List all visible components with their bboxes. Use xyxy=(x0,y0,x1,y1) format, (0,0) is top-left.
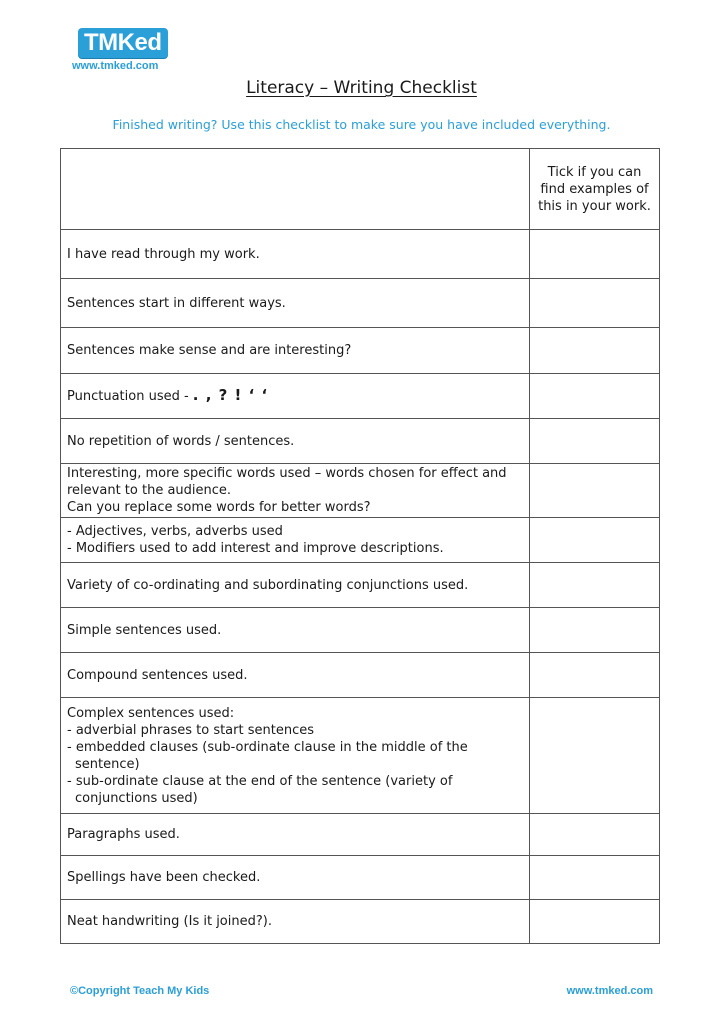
tick-box[interactable] xyxy=(530,698,660,814)
tick-box[interactable] xyxy=(530,653,660,698)
table-row xyxy=(61,464,660,518)
checklist-item xyxy=(61,856,530,900)
item-text: - sub-ordinate clause at the end of the sentence (variety of xyxy=(67,773,453,789)
table-row xyxy=(61,653,660,698)
table-row xyxy=(61,518,660,563)
table-row xyxy=(61,230,660,279)
checklist-item xyxy=(61,563,530,608)
item-text: conjunctions used) xyxy=(75,790,198,806)
item-text: Compound sentences used. xyxy=(67,667,248,683)
tick-box[interactable] xyxy=(530,900,660,944)
item-text: - Adjectives, verbs, adverbs used xyxy=(67,524,283,539)
tick-box[interactable] xyxy=(530,374,660,419)
item-text: Paragraphs used. xyxy=(67,827,180,842)
page-title: Literacy – Writing Checklist xyxy=(246,78,477,98)
item-text: Can you replace some words for better words? xyxy=(67,500,371,515)
logo-badge: TMKed xyxy=(78,28,168,58)
page-subtitle: Finished writing? Use this checklist to make sure you have included everything. xyxy=(112,117,611,132)
tick-box[interactable] xyxy=(530,608,660,653)
table-row xyxy=(61,698,660,814)
header-item-cell xyxy=(61,149,530,230)
item-text: Punctuation used - xyxy=(67,389,193,404)
tick-box[interactable] xyxy=(530,856,660,900)
table-row xyxy=(61,419,660,464)
tmked-logo xyxy=(72,28,170,72)
table-row xyxy=(61,856,660,900)
item-text: I have read through my work. xyxy=(67,246,260,262)
item-text: Sentences make sense and are interesting? xyxy=(67,343,352,358)
item-text: Interesting, more specific words used – words chosen for effect and relevant to the audience. xyxy=(67,466,507,498)
checklist-item xyxy=(61,328,530,374)
checklist-item xyxy=(61,608,530,653)
tick-box[interactable] xyxy=(530,419,660,464)
checklist-item xyxy=(61,814,530,856)
table-header-row xyxy=(61,149,660,230)
tick-box[interactable] xyxy=(530,328,660,374)
checklist-item xyxy=(61,230,530,279)
item-text: Variety of co-ordinating and subordinating conjunctions used. xyxy=(67,577,469,593)
checklist-item xyxy=(61,279,530,328)
table-row xyxy=(61,328,660,374)
tick-box[interactable] xyxy=(530,518,660,563)
item-text: Sentences start in different ways. xyxy=(67,295,286,311)
table-row xyxy=(61,608,660,653)
table-row xyxy=(61,279,660,328)
item-text: Neat handwriting (Is it joined?). xyxy=(67,914,272,929)
item-text: sentence) xyxy=(75,756,140,772)
punctuation-marks: . , ? ! ‘ ‘ xyxy=(192,386,269,404)
tick-box[interactable] xyxy=(530,464,660,518)
checklist-item xyxy=(61,419,530,464)
item-text: Simple sentences used. xyxy=(67,622,222,638)
item-text: Spellings have been checked. xyxy=(67,870,261,885)
tick-box[interactable] xyxy=(530,230,660,279)
item-text: - adverbial phrases to start sentences xyxy=(67,722,314,738)
table-row xyxy=(61,563,660,608)
footer-url[interactable]: www.tmked.com xyxy=(566,985,653,997)
tick-box[interactable] xyxy=(530,279,660,328)
checklist-item xyxy=(61,653,530,698)
checklist-item xyxy=(61,698,530,814)
checklist-item xyxy=(61,518,530,563)
footer-copyright: ©Copyright Teach My Kids xyxy=(70,985,210,997)
table-row xyxy=(61,814,660,856)
checklist-item xyxy=(61,900,530,944)
logo-url[interactable]: www.tmked.com xyxy=(72,60,159,72)
writing-checklist-table xyxy=(60,148,660,944)
item-text: No repetition of words / sentences. xyxy=(67,433,295,449)
item-text: - Modifiers used to add interest and improve descriptions. xyxy=(67,541,444,556)
item-text: - embedded clauses (sub-ordinate clause in the middle of the xyxy=(67,739,468,755)
header-tick-cell: Tick if you can find examples of this in your work. xyxy=(530,149,660,230)
checklist-item xyxy=(61,374,530,419)
tick-box[interactable] xyxy=(530,814,660,856)
table-row xyxy=(61,900,660,944)
checklist-item xyxy=(61,464,530,518)
table-row xyxy=(61,374,660,419)
tick-box[interactable] xyxy=(530,563,660,608)
item-text: Complex sentences used: xyxy=(67,705,235,721)
